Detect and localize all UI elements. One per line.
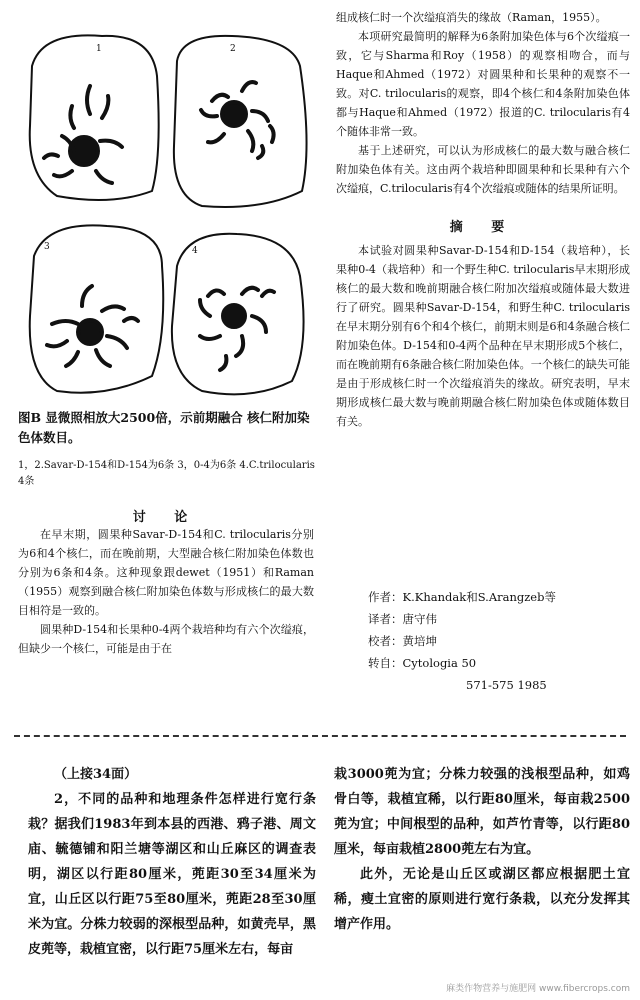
cell-number-2: 2: [230, 44, 236, 54]
cell-drawings: [12, 6, 322, 406]
right-paragraph-1: 组成核仁时一个次缢痕消失的缘故（Raman，1955）。: [336, 11, 607, 24]
continued-paragraph-2: 栽3000蔸为宜；分株力较强的浅根型品种，如鸡骨白等，栽植宜稀，以行距80厘米，每亩栽2500蔸为宜；中间根型的品种，如芦竹青等，以行距80厘米，每亩栽植2800蔸左右为宜。: [334, 767, 630, 857]
cell-1-chromosomes: [44, 86, 122, 183]
cell-number-1: 1: [96, 44, 102, 54]
figure-caption: 图B 显微照相放大2500倍，示前期融合 核仁附加染色体数目。: [18, 410, 310, 445]
continued-article-left: [28, 762, 316, 962]
summary-heading: 摘 要: [449, 220, 517, 235]
figure-subcaption: 1，2.Savar-D-154和D-154为6条 3，0-4为6条 4.C.trilocularis 4条: [18, 460, 315, 487]
discussion-heading: 讨 论: [132, 510, 200, 525]
discussion-paragraph-1: 在早末期，圆果种Savar-D-154和C. trilocularis分别为6和4个核仁，而在晚前期，大型融合核仁附加染色体数也分别为6条和4条。这种现象跟dewet（1951）和Raman（1955）观察到融合核仁附加染色体数与形成核仁的最大数目相符是一致的。: [18, 528, 314, 617]
source-line: 转自：Cytologia 50: [368, 656, 477, 670]
proofreader-line: 校者：黄培坤: [368, 634, 437, 648]
continued-paragraph-3: 此外，无论是山丘区或湖区都应根据肥土宜稀，瘦土宜密的原则进行宽行条栽，以充分发挥其增产作用。: [334, 867, 630, 932]
discussion-section: [18, 506, 314, 658]
summary-paragraph: 本试验对圆果种Savar-D-154和D-154（栽培种），长果种0-4（栽培种）和一个野生种C. trilocularis早末期形成核仁的最大数和晚前期融合核仁附加次缢痕或随体最大数进行了研究。圆果种Savar-D-154，和野生种C. trilocularis在早末期分别有6个和4个核仁，前期末则是6和4条融合核仁附加染色体。D-154和0-4两个品种在早末期形成5个核仁，而在晚前期有6条融合核仁附加染色体。一个核仁的缺失可能是由于形成核仁时一个次缢痕消失的缘故。研究表明，早末期形成核仁最大数与晚前期融合核仁附加染色体或随体数目有关。: [336, 244, 630, 428]
continued-from-note: （上接34面）: [54, 767, 138, 782]
site-watermark: 麻类作物营养与施肥网 www.fibercrops.com: [446, 984, 630, 994]
cell-number-3: 3: [44, 242, 50, 252]
cell-4-chromosomes: [200, 288, 274, 370]
continued-article-right: [334, 762, 630, 937]
credits-block: [368, 586, 628, 696]
cell-1-outline: [30, 35, 159, 200]
cell-3-chromosomes: [47, 286, 138, 366]
continued-paragraph-1: 2，不同的品种和地理条件怎样进行宽行条栽？据我们1983年到本县的西港、鸦子港、周文庙、毓德铺和阳兰塘等湖区和山丘麻区的调查表明，湖区以行距80厘米，蔸距30至34厘米为宜，山丘区以行距75至80厘米，蔸距28至30厘米为宜。分株力较弱的深根型品种，如黄壳早，黑皮蔸等，栽植宜密，以行距75厘米左右，每亩: [28, 792, 316, 957]
right-paragraph-2: 本项研究最简明的解释为6条附加染色体与6个次缢痕一致，它与Sharma和Roy（1958）的观察相吻合，而与Haque和Ahmed（1972）对圆果种和长果种的观察不一致。对C. trilocularis的观察，即4个核仁和4条附加染色体都与Haque和Ahmed（1972）报道的C. trilocularis有4个随体非常一致。: [336, 30, 630, 138]
cell-2-chromosomes: [201, 82, 274, 158]
section-divider: [14, 735, 626, 737]
translator-line: 译者：唐守伟: [368, 612, 437, 626]
source-pages: 571-575 1985: [466, 678, 547, 692]
cell-number-4: 4: [192, 246, 198, 256]
right-column: [336, 8, 630, 431]
right-paragraph-3: 基于上述研究，可以认为形成核仁的最大数与融合核仁附加染色体有关。这由两个栽培种即圆果种和长果种有六个次缢痕，C.trilocularis有4个次缢痕或随体的结果所证明。: [336, 144, 630, 195]
micrograph-figure: [12, 6, 322, 406]
discussion-paragraph-2: 圆果种D-154和长果种0-4两个栽培种均有六个次缢痕，但缺少一个核仁，可能是由于在: [18, 623, 314, 655]
author-line: 作者：K.Khandak和S.Arangzeb等: [368, 590, 556, 604]
